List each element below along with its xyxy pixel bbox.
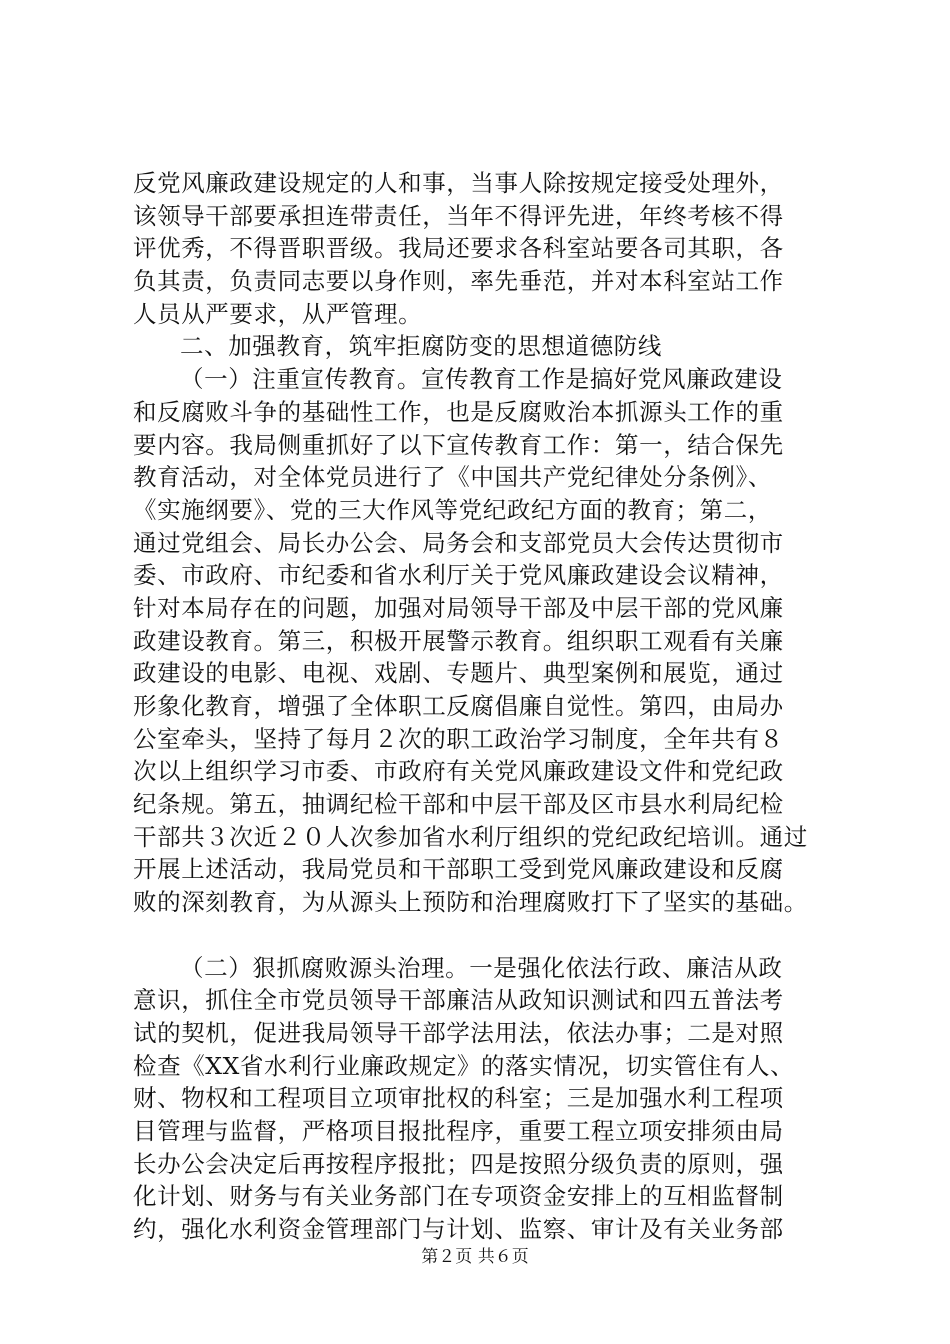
text-line: 针对本局存在的问题，加强对局领导干部及中层干部的党风廉 xyxy=(133,593,784,622)
text-line: 政建设的电影、电视、戏剧、专题片、典型案例和展览，通过 xyxy=(133,659,784,688)
text-line: 化计划、财务与有关业务部门在专项资金安排上的互相监督制 xyxy=(133,1182,784,1211)
page-number: 第２页 共６页 xyxy=(421,1247,529,1267)
text-line: 和反腐败斗争的基础性工作，也是反腐败治本抓源头工作的重 xyxy=(133,397,784,426)
section-heading: 二、加强教育，筑牢拒腐防变的思想道德防线 xyxy=(180,332,662,361)
text-line: 反党风廉政建设规定的人和事，当事人除按规定接受处理外， xyxy=(133,169,784,197)
text-line: 通过党组会、局长办公会、局务会和支部党员大会传达贯彻市 xyxy=(133,528,784,557)
text-line: 意识，抓住全市党员领导干部廉洁从政知识测试和四五普法考 xyxy=(133,986,784,1015)
text-line: 委、市政府、市纪委和省水利厅关于党风廉政建设会议精神， xyxy=(133,561,784,590)
text-line: 该领导干部要承担连带责任，当年不得评先进，年终考核不得 xyxy=(133,201,784,230)
document-body xyxy=(133,167,833,1246)
text-line: 公室牵头，坚持了每月２次的职工政治学习制度，全年共有８ xyxy=(133,724,784,753)
text-line: 长办公会决定后再按程序报批；四是按照分级负责的原则，强 xyxy=(133,1149,784,1178)
text-line: 目管理与监督，严格项目报批程序，重要工程立项安排须由局 xyxy=(133,1116,784,1145)
text-line: 要内容。我局侧重抓好了以下宣传教育工作：第一，结合保先 xyxy=(133,430,784,459)
text-line: 形象化教育，增强了全体职工反腐倡廉自觉性。第四，由局办 xyxy=(133,692,784,720)
paragraph-gap xyxy=(133,919,833,952)
text-line: 开展上述活动，我局党员和干部职工受到党风廉政建设和反腐 xyxy=(133,855,784,884)
text-line: （二）狠抓腐败源头治理。一是强化依法行政、廉洁从政 xyxy=(180,953,783,982)
text-line: 次以上组织学习市委、市政府有关党风廉政建设文件和党纪政 xyxy=(133,757,784,786)
text-line: 负其责，负责同志要以身作则，率先垂范，并对本科室站工作 xyxy=(133,267,784,296)
text-line: 人员从严要求，从严管理。 xyxy=(133,299,423,328)
text-line: 干部共３次近２０人次参加省水利厅组织的党纪政纪培训。通过 xyxy=(133,822,808,851)
text-line: 纪条规。第五，抽调纪检干部和中层干部及区市县水利局纪检 xyxy=(133,790,784,819)
text-line: （一）注重宣传教育。宣传教育工作是搞好党风廉政建设 xyxy=(180,365,783,394)
text-line: 教育活动，对全体党员进行了《中国共产党纪律处分条例》、 xyxy=(133,463,772,492)
text-line: 试的契机，促进我局领导干部学法用法，依法办事；二是对照 xyxy=(133,1018,784,1047)
text-line: 败的深刻教育，为从源头上预防和治理腐败打下了坚实的基础。 xyxy=(133,888,808,917)
page-footer xyxy=(0,1246,950,1268)
text-line: 《实施纲要》、党的三大作风等党纪政纪方面的教育；第二， xyxy=(133,495,772,524)
text-line: 财、物权和工程项目立项审批权的科室；三是加强水利工程项 xyxy=(133,1084,784,1113)
text-line: 评优秀，不得晋职晋级。我局还要求各科室站要各司其职，各 xyxy=(133,234,784,263)
text-line: 约，强化水利资金管理部门与计划、监察、审计及有关业务部 xyxy=(133,1215,784,1243)
text-line: 检查《XX省水利行业廉政规定》的落实情况，切实管住有人、 xyxy=(133,1051,795,1080)
text-line: 政建设教育。第三，积极开展警示教育。组织职工观看有关廉 xyxy=(133,626,784,655)
